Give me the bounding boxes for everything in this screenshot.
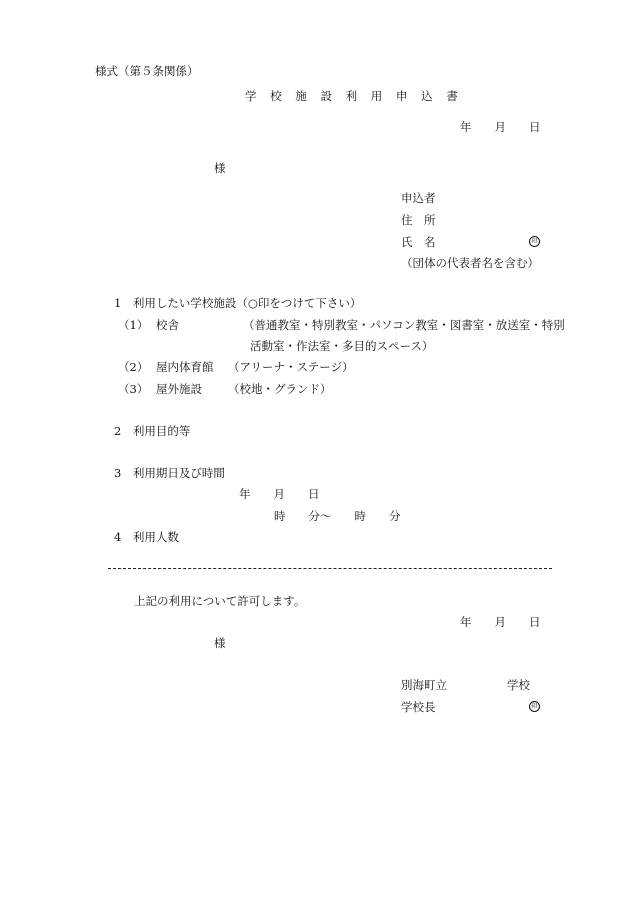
address-label: 住 所 bbox=[401, 213, 436, 227]
seal-icon: 印 bbox=[529, 701, 540, 712]
permission-addressee: 様 bbox=[214, 636, 226, 650]
facility-num: （3） bbox=[118, 382, 149, 396]
applicant-label: 申込者 bbox=[401, 191, 436, 205]
permission-text: 上記の利用について許可します。 bbox=[134, 594, 306, 608]
section2-title: 2 利用目的等 bbox=[114, 424, 191, 438]
permission-date: 年 月 日 bbox=[460, 615, 541, 629]
school-prefix: 別海町立 bbox=[401, 678, 447, 692]
form-label: 様式（第５条関係） bbox=[95, 64, 199, 78]
usage-date: 年 月 日 bbox=[239, 487, 320, 501]
section4-title: 4 利用人数 bbox=[114, 530, 179, 544]
facility-num: （2） bbox=[118, 360, 149, 374]
section3-title: 3 利用期日及び時間 bbox=[114, 466, 225, 480]
seal-icon: 印 bbox=[529, 236, 540, 247]
facility-name: 屋内体育館 bbox=[156, 360, 214, 374]
facility-num: （1） bbox=[118, 318, 149, 332]
facility-name: 校舎 bbox=[156, 318, 179, 332]
document-title: 学 校 施 設 利 用 申 込 書 bbox=[245, 89, 463, 103]
facility-desc: （普通教室・特別教室・パソコン教室・図書室・放送室・特別 bbox=[243, 318, 565, 332]
usage-time: 時 分～ 時 分 bbox=[274, 509, 401, 523]
school-suffix: 学校 bbox=[507, 678, 530, 692]
name-label: 氏 名 bbox=[401, 235, 436, 249]
section1-title: 1 利用したい学校施設（○印をつけて下さい） bbox=[114, 296, 362, 310]
facility-desc: （アリーナ・ステージ） bbox=[228, 360, 354, 374]
addressee: 様 bbox=[214, 161, 226, 175]
facility-desc: （校地・グランド） bbox=[228, 382, 332, 396]
dashed-divider bbox=[108, 568, 552, 569]
principal-label: 学校長 bbox=[401, 700, 436, 714]
facility-name: 屋外施設 bbox=[156, 382, 202, 396]
facility-desc-cont: 活動室・作法室・多目的スペース） bbox=[250, 339, 434, 353]
application-date: 年 月 日 bbox=[460, 120, 541, 134]
applicant-note: （団体の代表者名を含む） bbox=[401, 256, 539, 270]
